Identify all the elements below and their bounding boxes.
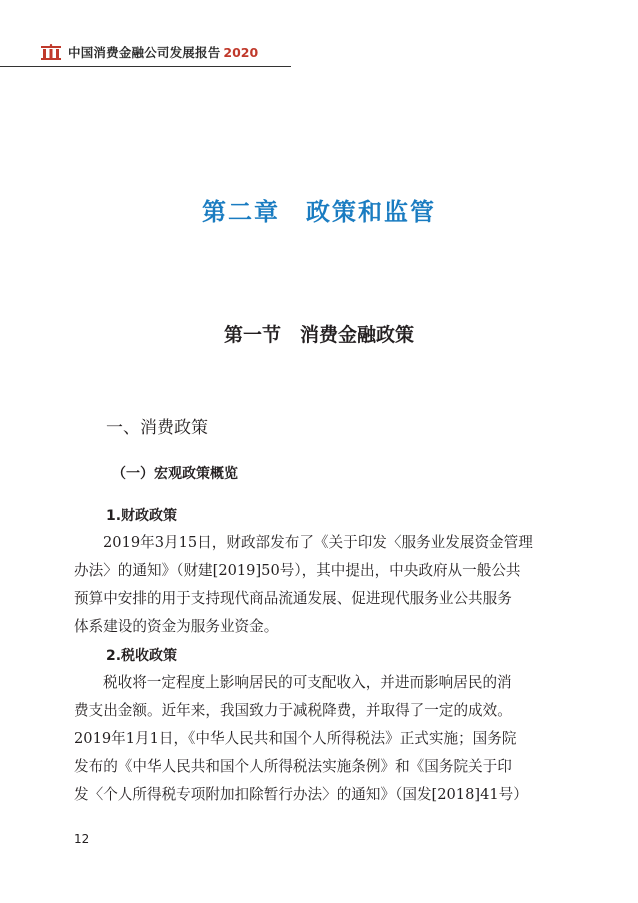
- header-title: 中国消费金融公司发展报告: [68, 45, 221, 60]
- header-rule: [0, 66, 291, 67]
- text-line: 发布的《中华人民共和国个人所得税法实施条例》和《国务院关于印: [74, 758, 512, 775]
- report-logo-icon: [40, 44, 62, 60]
- paragraph-fiscal-policy: [74, 529, 566, 641]
- text-line: 发〈个人所得税专项附加扣除暂行办法〉的通知》（国发[2018]41号）: [74, 786, 528, 803]
- header-year: 2020: [223, 44, 259, 60]
- chapter-title: 第二章 政策和监管: [202, 198, 436, 226]
- running-header: [40, 42, 258, 62]
- text-line: 办法〉的通知》（财建[2019]50号），其中提出，中央政府从一般公共: [74, 562, 521, 579]
- subsection-title-tax-policy: 2.税收政策: [106, 648, 178, 664]
- heading-level-1: 一、消费政策: [106, 418, 208, 438]
- text-line: 2019年1月1日，《中华人民共和国个人所得税法》正式实施；国务院: [74, 730, 517, 747]
- text-line: 费支出金额。近年来，我国致力于减税降费，并取得了一定的成效。: [74, 702, 512, 719]
- text-line: 体系建设的资金为服务业资金。: [74, 618, 279, 635]
- text-line: 预算中安排的用于支持现代商品流通发展、促进现代服务业公共服务: [74, 590, 512, 607]
- section-title: 第一节 消费金融政策: [223, 324, 414, 346]
- page-number: 12: [74, 832, 90, 846]
- heading-level-2: （一）宏观政策概览: [112, 466, 238, 482]
- paragraph-tax-policy: [74, 669, 566, 809]
- subsection-title-fiscal-policy: 1.财政政策: [106, 508, 178, 524]
- text-line: 税收将一定程度上影响居民的可支配收入，并进而影响居民的消: [103, 674, 512, 691]
- text-line: 2019年3月15日，财政部发布了《关于印发〈服务业发展资金管理: [103, 534, 533, 551]
